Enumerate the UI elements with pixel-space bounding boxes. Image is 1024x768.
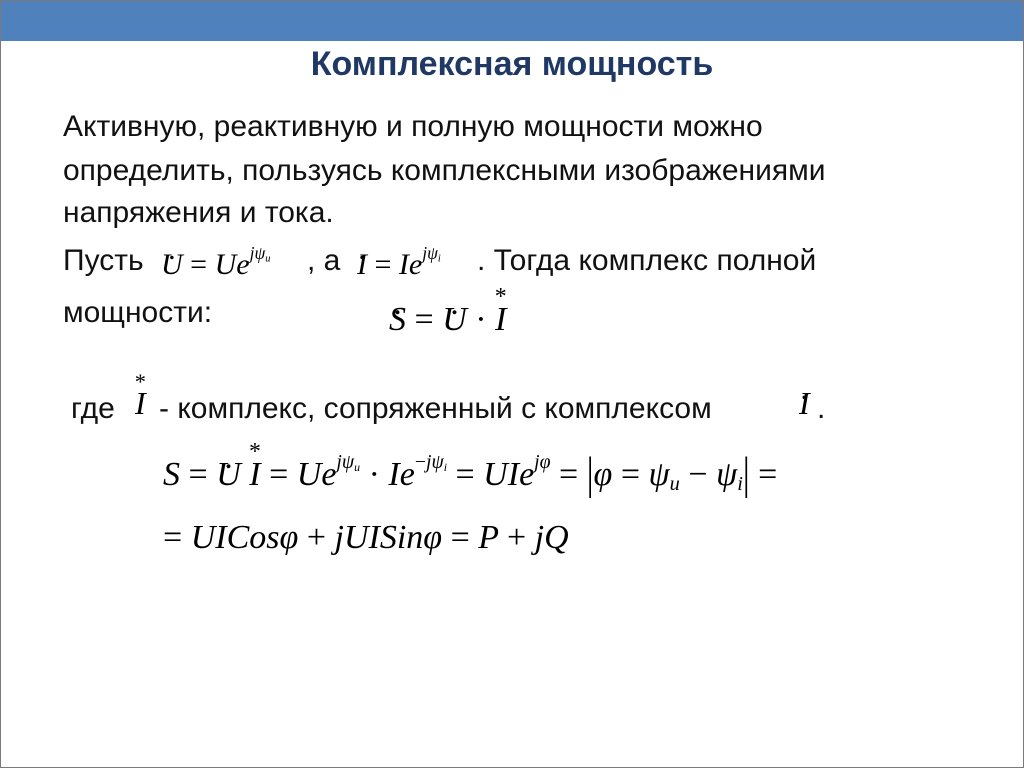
where-word: где — [71, 392, 115, 425]
equals-sign: = — [559, 455, 579, 493]
paragraph-line-3: напряжения и тока. — [63, 196, 334, 229]
power-symbol: S — [163, 455, 180, 493]
voltage-exponent: jψu — [249, 243, 271, 265]
right-bar: | — [742, 449, 750, 500]
equals-sign: = — [374, 247, 392, 281]
where-description: - комплекс, сопряженный с комплексом — [159, 392, 712, 425]
voltage-symbol: . U — [216, 458, 241, 492]
equals-sign: = — [163, 519, 183, 556]
imaginary-unit: j — [534, 519, 545, 556]
voltage-magnitude: U — [214, 247, 237, 281]
current-exponent: jψi — [422, 243, 441, 265]
equals-sign: = — [188, 455, 208, 493]
current-exponent-negative: −jψi — [414, 451, 447, 474]
paragraph-line-2: определить, пользуясь комплексными изображениями — [63, 154, 826, 187]
left-bar: | — [586, 449, 594, 500]
cos-function: Cos — [226, 519, 280, 556]
equals-sign: = — [450, 519, 470, 556]
voltage-magnitude: U — [190, 519, 216, 556]
voltage-exponent: jψu — [336, 451, 361, 474]
phi-symbol: φ — [423, 519, 443, 556]
where-period: . — [817, 392, 826, 425]
minus-sign: − — [688, 455, 708, 493]
current-magnitude: I — [368, 519, 380, 556]
euler-e: e — [519, 455, 535, 493]
conjugate-current-symbol: * I — [495, 303, 506, 337]
power-components-formula — [163, 521, 569, 555]
euler-e: e — [408, 247, 423, 281]
voltage-symbol: . U — [442, 303, 467, 337]
top-accent-bar — [1, 1, 1023, 41]
conjugate-current-symbol: * I — [135, 387, 146, 419]
power-word: мощности: — [63, 296, 213, 329]
current-formula — [357, 245, 441, 280]
current-magnitude: I — [388, 455, 400, 493]
plus-sign: + — [306, 519, 326, 556]
paragraph-line-1: Активную, реактивную и полную мощности можно — [63, 110, 763, 143]
current-magnitude: I — [215, 519, 227, 556]
equals-sign: = — [269, 455, 289, 493]
euler-e: e — [399, 455, 415, 493]
then-text: . Тогда комплекс полной — [477, 244, 817, 277]
slide-title: Комплексная мощность — [310, 45, 714, 83]
euler-e: e — [321, 455, 337, 493]
power-expansion-formula — [163, 449, 778, 500]
voltage-magnitude: U — [483, 455, 508, 493]
phi-symbol: φ — [279, 519, 299, 556]
voltage-magnitude: U — [343, 519, 369, 556]
current-symbol: . I — [799, 387, 810, 419]
current-reference — [799, 387, 810, 419]
euler-e: e — [236, 247, 250, 281]
power-symbol: . S — [389, 303, 406, 337]
complex-power-formula — [389, 303, 506, 337]
voltage-magnitude: U — [296, 455, 322, 493]
psi-u: $\psi_u$ — [648, 455, 680, 495]
equals-sign: = — [455, 455, 475, 493]
phase-exponent: jφ — [534, 451, 551, 473]
active-power-symbol: P — [478, 519, 499, 556]
let-word: Пусть — [63, 244, 144, 277]
conjugate-current — [135, 387, 146, 419]
equals-sign: = — [620, 455, 641, 493]
current-magnitude: I — [398, 247, 409, 281]
voltage-formula — [161, 245, 270, 280]
equals-sign: = — [190, 247, 208, 281]
phi-symbol: φ — [593, 455, 613, 493]
and-separator: , а — [307, 244, 341, 277]
current-symbol: . I — [357, 250, 367, 280]
equals-sign: = — [414, 301, 434, 338]
current-magnitude: I — [507, 455, 520, 493]
sin-function: Sin — [379, 519, 424, 556]
conjugate-current-symbol: * I — [249, 458, 260, 492]
reactive-power-symbol: Q — [544, 519, 569, 556]
dot-operator: · — [368, 455, 380, 493]
psi-i: $\psi_i$ — [716, 455, 743, 495]
equals-sign: = — [758, 455, 778, 493]
plus-sign: + — [506, 519, 527, 556]
dot-operator: · — [475, 301, 487, 338]
imaginary-unit: j — [334, 519, 344, 556]
voltage-symbol: . U — [161, 250, 183, 280]
